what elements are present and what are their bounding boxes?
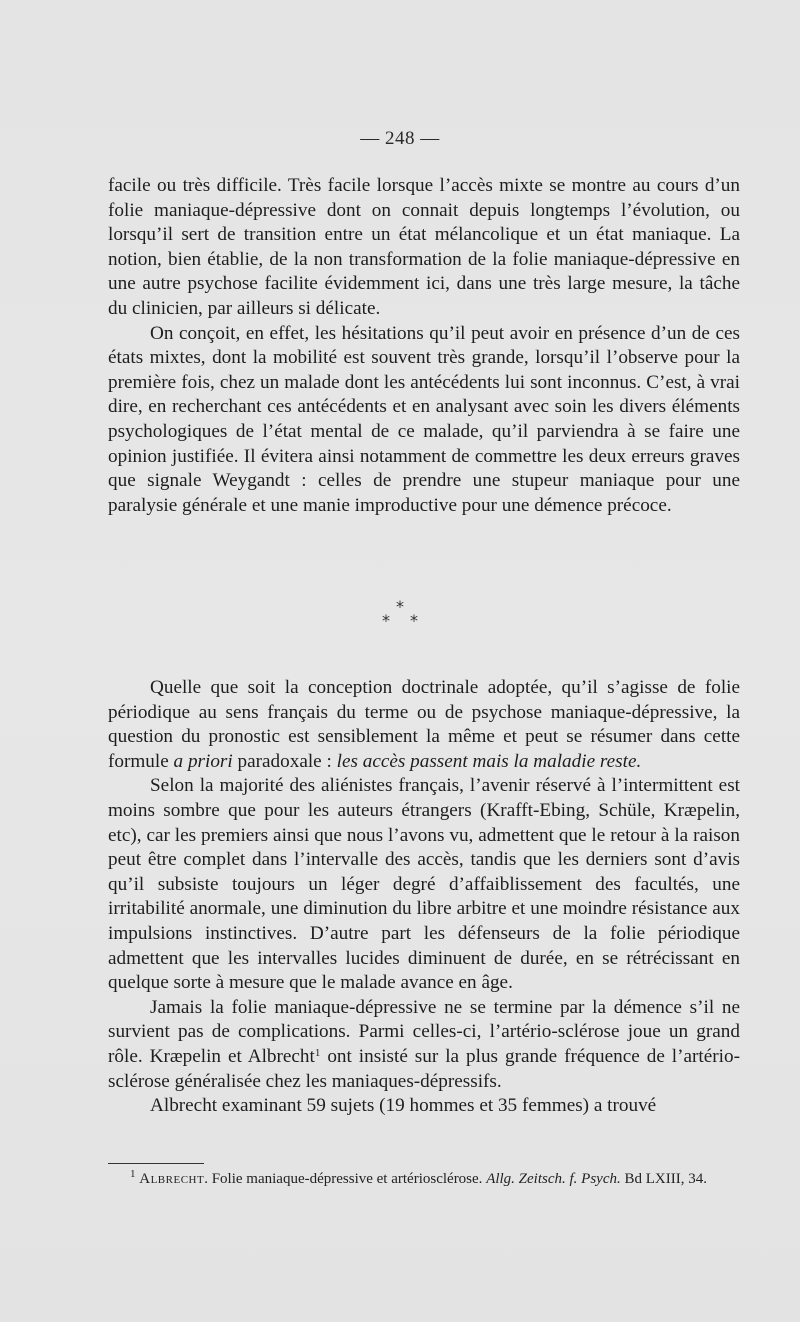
paragraph: On conçoit, en effet, les hésitations qu’il peut avoir en présence d’un de ces états mixtes, dont la mobilité est souvent très grande, lorsqu’il l’observe pour la première fois, chez un malade dont les antécédents lui sont inconnus. C’est, à vrai dire, en recherchant ces antécédents et en analysant avec soin les divers éléments psychologiques de l’état mental de ce malade, qu’il parviendra à se faire une opinion justifiée. Il évitera ainsi notamment de commettre les deux erreurs graves que signale Weygandt : celles de prendre une stupeur maniaque pour une paralysie générale et une manie improductive pour une démence précoce.	[108, 322, 740, 516]
paragraph: Albrecht examinant 59 sujets (19 hommes et 35 femmes) a trouvé	[150, 1095, 657, 1117]
text-section-1	[108, 174, 740, 518]
footnote	[108, 1170, 740, 1189]
asterism-separator	[0, 597, 800, 630]
paragraph	[108, 996, 740, 1094]
footnote-title: . Folie maniaque-dépressive et artériosclérose.	[204, 1171, 487, 1187]
page-number: — 248 —	[360, 128, 440, 149]
paragraph: Selon la majorité des aliénistes français, l’avenir réservé à l’intermittent est moins sombre que pour les auteurs étrangers (Krafft-Ebing, Schüle, Kræpelin, etc), car les premiers ainsi que nous l’avons vu, admettent que le retour à la raison peut être complet dans l’intervalle des accès, tandis que les derniers sont d’avis qu’il subsiste toujours un léger degré d’affaiblissement des facultés, une irritabilité anormale, une diminution du libre arbitre et une moindre résistance aux impulsions instinctives. D’autre part les défenseurs de la folie périodique admettent que les intervalles lucides diminuent de durée, en se rétrécissant en quelque sorte à mesure que le malade avance en âge.	[108, 775, 740, 994]
italic-text: les accès passent mais la maladie reste.	[336, 750, 642, 772]
paragraph-text: Jamais la folie maniaque-dépressive ne se termine par la démence s’il ne survient pas de complications. Parmi celles-ci, l’artério-sclérose joue un grand rôle. Kræpelin et Albrecht	[108, 996, 740, 1067]
footnote-reference: 1	[314, 1046, 321, 1059]
footnote-journal: Allg. Zeitsch. f. Psych.	[486, 1171, 621, 1187]
paragraph-continued: facile ou très difficile. Très facile lorsque l’accès mixte se montre au cours d’un folie maniaque-dépressive dont on connait depuis longtemps l’évolution, ou lorsqu’il sert de transition entre un état mélancolique et un état maniaque. La notion, bien établie, de la non transformation de la folie maniaque-dépressive en une autre psychose facilite évidemment ici, dans une très large mesure, la tâche du clinicien, par ailleurs si délicate.	[108, 175, 740, 319]
asterism-bottom-row	[0, 611, 800, 630]
text-section-2	[108, 676, 740, 1119]
asterism-right: *	[410, 611, 418, 630]
paragraph-text: ont insisté sur la plus grande fréquence de l’artério-sclérose généralisée chez les maniaques-dépressifs.	[108, 1045, 740, 1092]
paragraph	[108, 676, 740, 774]
footnote-divider	[108, 1163, 204, 1164]
footnote-volume: Bd LXIII, 34.	[620, 1171, 707, 1187]
asterism-top: *	[396, 597, 404, 616]
asterism-left: *	[382, 611, 390, 630]
paragraph-text: paradoxale :	[232, 750, 337, 772]
footnote-author: Albrecht	[139, 1171, 205, 1187]
paragraph-text: Quelle que soit la conception doctrinale adoptée, qu’il s’agisse de folie périodique au sens français du terme ou de psychose maniaque-dépressive, la question du pronostic est sensiblement la même et peut se résumer dans cette formule	[108, 677, 740, 772]
footnote-marker: 1	[130, 1168, 136, 1180]
italic-text: a priori	[173, 750, 233, 772]
